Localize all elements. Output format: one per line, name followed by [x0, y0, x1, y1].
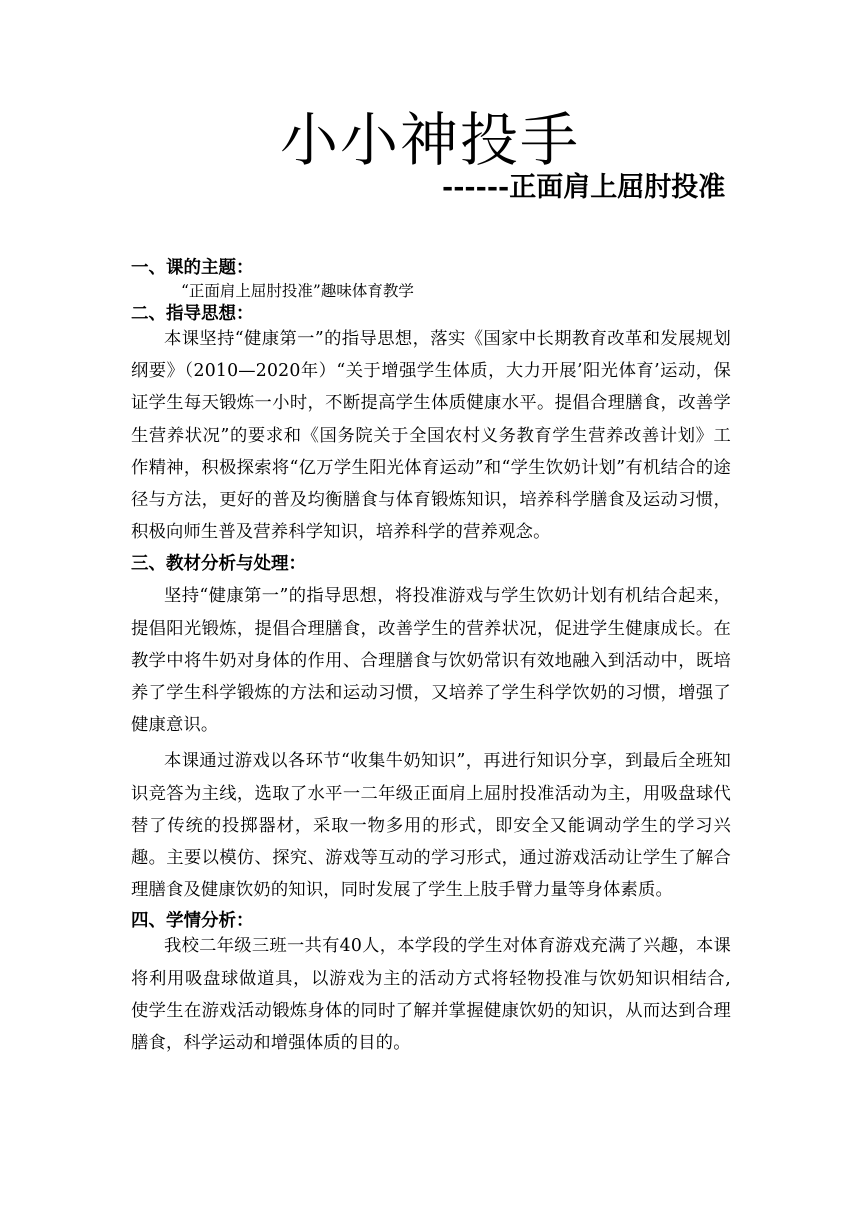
section-paragraph-student-analysis: 我校二年级三班一共有40人，本学段的学生对体育游戏充满了兴趣，本课将利用吸盘球做道具，以游戏为主的活动方式将轻物投准与饮奶知识相结合,使学生在游戏活动锻炼身体的同时了解并掌握健康饮奶的知识，从而达到合理膳食，科学运动和增强体质的目的。: [131, 936, 731, 1054]
document-title: 小小神投手: [279, 106, 580, 174]
section-heading-student-analysis: 四、学情分析：: [131, 911, 254, 932]
section-heading-material-analysis: 三、教材分析与处理：: [131, 554, 306, 575]
document-body: [131, 256, 731, 1059]
document-subtitle: ------正面肩上屈肘投准: [442, 172, 726, 203]
section-text-theme: “正面肩上屈肘投准”趣味体育教学: [181, 282, 414, 300]
section-heading-theme: 一、课的主题：: [131, 258, 254, 278]
section-heading-guiding-ideology: 二、指导思想：: [131, 304, 254, 324]
section-paragraph-material-analysis-2: 本课通过游戏以各环节“收集牛奶知识”，再进行知识分享，到最后全班知识竞答为主线，选取了水平一二年级正面肩上屈肘投准活动为主，用吸盘球代替了传统的投掷器材，采取一物多用的形式，即安全又能调动学生的学习兴趣。主要以模仿、探究、游戏等互动的学习形式，通过游戏活动让学生了解合理膳食及健康饮奶的知识，同时发展了学生上肢手臂力量等身体素质。: [131, 751, 731, 901]
section-paragraph-guiding-ideology: 本课坚持“健康第一”的指导思想，落实《国家中长期教育改革和发展规划纲要》（2010—2020年）“关于增强学生体质，大力开展’阳光体育’运动，保证学生每天锻炼一小时，不断提高学生体质健康水平。提倡合理膳食，改善学生营养状况”的要求和《国务院关于全国农村义务教育学生营养改善计划》工作精神，积极探索将“亿万学生阳光体育运动”和“学生饮奶计划”有机结合的途径与方法，更好的普及均衡膳食与体育锻炼知识，培养科学膳食及运动习惯，积极向师生普及营养科学知识，培养科学的营养观念。: [131, 329, 731, 543]
section-paragraph-material-analysis-1: 坚持“健康第一”的指导思想，将投准游戏与学生饮奶计划有机结合起来，提倡阳光锻炼，提倡合理膳食，改善学生的营养状况，促进学生健康成长。在教学中将牛奶对身体的作用、合理膳食与饮奶常识有效地融入到活动中，既培养了学生科学锻炼的方法和运动习惯，又培养了学生科学饮奶的习惯，增强了健康意识。: [131, 586, 731, 736]
